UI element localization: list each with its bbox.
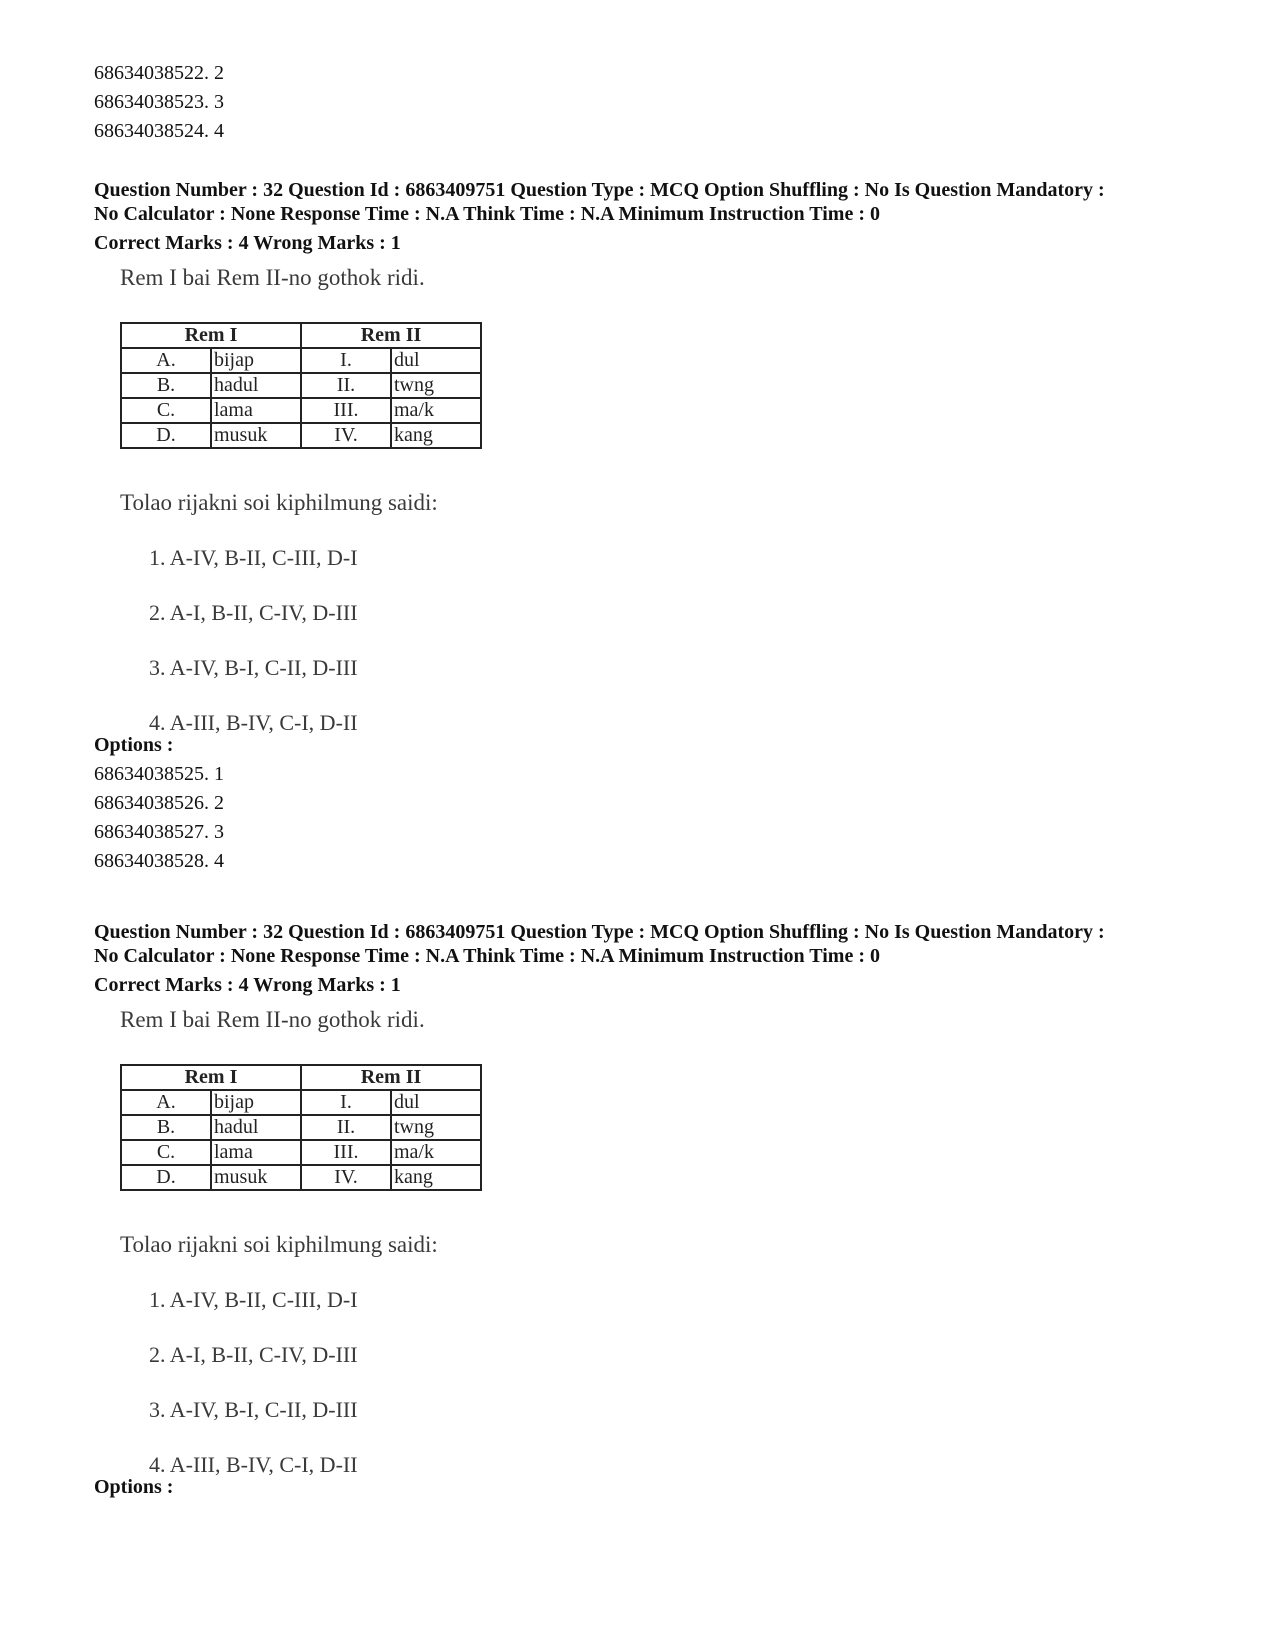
row-value: twng — [391, 1115, 481, 1140]
column-header: Rem I — [121, 323, 301, 348]
row-key: II. — [301, 1115, 391, 1140]
question-marks: Correct Marks : 4 Wrong Marks : 1 — [94, 974, 401, 996]
row-key: II. — [301, 373, 391, 398]
row-value: musuk — [211, 1165, 301, 1190]
option-item: 68634038524. 4 — [94, 120, 224, 142]
options-label: Options : — [94, 734, 174, 756]
option-item: 68634038528. 4 — [94, 850, 224, 872]
row-key: A. — [121, 348, 211, 373]
row-key: D. — [121, 423, 211, 448]
row-value: dul — [391, 1090, 481, 1115]
row-value: musuk — [211, 423, 301, 448]
row-key: III. — [301, 1140, 391, 1165]
answer-choice: 4. A-III, B-IV, C-I, D-II — [149, 710, 358, 735]
row-value: lama — [211, 398, 301, 423]
row-value: lama — [211, 1140, 301, 1165]
table-row — [121, 1140, 481, 1165]
row-value: bijap — [211, 348, 301, 373]
row-key: A. — [121, 1090, 211, 1115]
matching-table — [120, 1064, 482, 1191]
option-item: 68634038522. 2 — [94, 62, 224, 84]
question-meta-line: Question Number : 32 Question Id : 6863409751 Question Type : MCQ Option Shuffling : No Is Question Mandatory : — [94, 921, 1105, 943]
question-meta-line: No Calculator : None Response Time : N.A Think Time : N.A Minimum Instruction Time : 0 — [94, 203, 880, 225]
column-header: Rem II — [301, 1065, 481, 1090]
row-value: ma/k — [391, 1140, 481, 1165]
table-row — [121, 398, 481, 423]
column-header: Rem II — [301, 323, 481, 348]
table-row — [121, 348, 481, 373]
row-key: I. — [301, 1090, 391, 1115]
answer-choice: 3. A-IV, B-I, C-II, D-III — [149, 1397, 358, 1422]
question-content — [120, 1007, 620, 1477]
question-instruction: Tolao rijakni soi kiphilmung saidi: — [120, 1232, 438, 1257]
option-item: 68634038525. 1 — [94, 763, 224, 785]
column-header: Rem I — [121, 1065, 301, 1090]
row-value: kang — [391, 1165, 481, 1190]
row-key: B. — [121, 373, 211, 398]
answer-choice: 2. A-I, B-II, C-IV, D-III — [149, 600, 358, 625]
answer-choice: 3. A-IV, B-I, C-II, D-III — [149, 655, 358, 680]
previous-options-list — [94, 59, 224, 146]
option-item: 68634038523. 3 — [94, 91, 224, 113]
option-item: 68634038526. 2 — [94, 792, 224, 814]
question-prompt: Rem I bai Rem II-no gothok ridi. — [120, 1007, 425, 1032]
option-item: 68634038527. 3 — [94, 821, 224, 843]
question-content — [120, 265, 620, 735]
row-value: hadul — [211, 1115, 301, 1140]
question-meta-line: No Calculator : None Response Time : N.A Think Time : N.A Minimum Instruction Time : 0 — [94, 945, 880, 967]
answer-choice: 2. A-I, B-II, C-IV, D-III — [149, 1342, 358, 1367]
answer-choice: 4. A-III, B-IV, C-I, D-II — [149, 1452, 358, 1477]
question-marks: Correct Marks : 4 Wrong Marks : 1 — [94, 232, 401, 254]
row-value: bijap — [211, 1090, 301, 1115]
row-key: C. — [121, 398, 211, 423]
answer-choices — [149, 545, 358, 765]
row-key: B. — [121, 1115, 211, 1140]
table-row — [121, 423, 481, 448]
answer-choice: 1. A-IV, B-II, C-III, D-I — [149, 1287, 358, 1312]
table-row — [121, 1165, 481, 1190]
question-instruction: Tolao rijakni soi kiphilmung saidi: — [120, 490, 438, 515]
question-block — [94, 178, 1194, 876]
row-key: I. — [301, 348, 391, 373]
options-label: Options : — [94, 1476, 174, 1498]
question-block — [94, 920, 1194, 1502]
row-value: twng — [391, 373, 481, 398]
row-value: dul — [391, 348, 481, 373]
row-value: hadul — [211, 373, 301, 398]
row-key: C. — [121, 1140, 211, 1165]
row-key: IV. — [301, 423, 391, 448]
answer-choices — [149, 1287, 358, 1507]
matching-table — [120, 322, 482, 449]
row-key: D. — [121, 1165, 211, 1190]
table-row — [121, 1115, 481, 1140]
question-prompt: Rem I bai Rem II-no gothok ridi. — [120, 265, 425, 290]
table-row — [121, 373, 481, 398]
row-value: kang — [391, 423, 481, 448]
answer-choice: 1. A-IV, B-II, C-III, D-I — [149, 545, 358, 570]
table-row — [121, 1090, 481, 1115]
row-key: IV. — [301, 1165, 391, 1190]
row-value: ma/k — [391, 398, 481, 423]
question-meta-line: Question Number : 32 Question Id : 6863409751 Question Type : MCQ Option Shuffling : No Is Question Mandatory : — [94, 179, 1105, 201]
row-key: III. — [301, 398, 391, 423]
